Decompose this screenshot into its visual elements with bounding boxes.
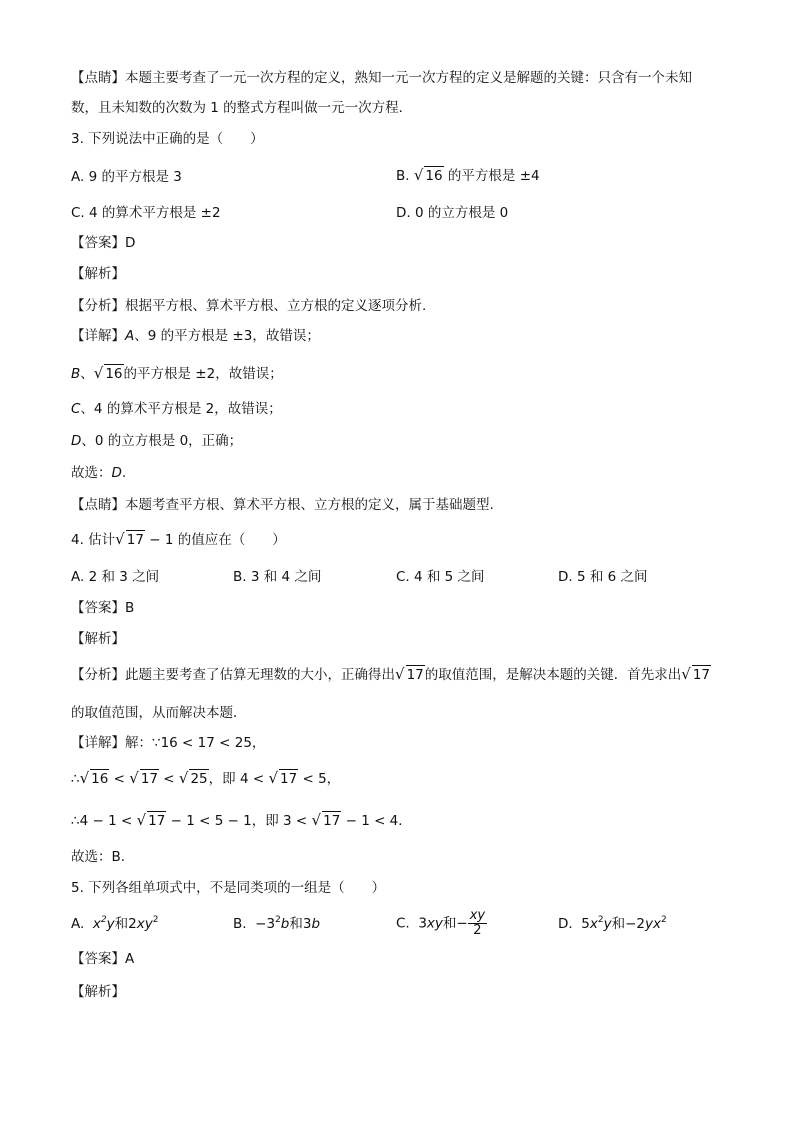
q4-option-a: A. 2 和 3 之间 — [71, 569, 160, 585]
q4-option-c: C. 4 和 5 之间 — [396, 569, 485, 585]
dianjing-3: 【点睛】本题考查平方根、算术平方根、立方根的定义，属于基础题型. — [71, 497, 494, 513]
xiangjie-4: 【详解】解：∵16 < 17 < 25， — [71, 735, 266, 751]
q3-option-d: D. 0 的立方根是 0 — [396, 205, 509, 221]
q3-option-a: A. 9 的平方根是 3 — [71, 169, 182, 185]
xiangjie-3-c: C、4 的算术平方根是 2，故错误； — [71, 401, 282, 417]
fenxi-3: 【分析】根据平方根、算术平方根、立方根的定义逐项分析. — [71, 298, 427, 314]
question-5: 5. 下列各组单项式中，不是同类项的一组是（ ） — [71, 880, 386, 896]
q3-option-b-label: B. — [396, 168, 410, 184]
xiangjie-3-d: D、0 的立方根是 0，正确； — [71, 433, 243, 449]
q5-c-fraction: $\frac{xy}{2}$ — [469, 908, 486, 938]
xiangjie-3-b: B、√ 16的平方根是 ±2，故错误； — [71, 364, 283, 382]
q4-option-d: D. 5 和 6 之间 — [558, 569, 648, 585]
question-4: 4. 估计√ 17 − 1 的值应在（ ） — [71, 530, 286, 548]
answer-5: 【答案】A — [71, 951, 135, 967]
step-4-3: ∴4 − 1 < √ 17 − 1 < 5 − 1，即 3 < √ 17 − 1 < 4． — [71, 811, 412, 829]
analysis-3-heading: 【解析】 — [71, 266, 125, 282]
q5-option-b: B. $-3^2b$和3b — [233, 915, 321, 932]
xiangjie-3-a: 【详解】A、9 的平方根是 ±3，故错误； — [71, 328, 320, 344]
question-3: 3. 下列说法中正确的是（ ） — [71, 131, 264, 147]
q5-option-c: C. 3xy和− $\frac{xy}{2}$ — [396, 908, 486, 938]
answer-4: 【答案】B — [71, 600, 135, 616]
q5-option-a: A. $x^2y$和$2xy^2$ — [71, 915, 159, 932]
q3-option-b: B. √ 16 的平方根是 ±4 — [396, 166, 540, 184]
dianjing-1-line-a: 【点睛】本题主要考查了一元一次方程的定义，熟知一元一次方程的定义是解题的关键：只含有一个未知 — [71, 70, 692, 86]
analysis-5-heading: 【解析】 — [71, 984, 125, 1000]
fenxi-4-line-a: 【分析】此题主要考查了估算无理数的大小，正确得出√ 17的取值范围，是解决本题的关键．首先求出√ 17 — [71, 665, 710, 683]
q3-option-b-text: 的平方根是 ±4 — [447, 168, 540, 184]
choice-4: 故选：B． — [71, 849, 135, 865]
analysis-4-heading: 【解析】 — [71, 631, 125, 647]
fenxi-4-line-b: 的取值范围，从而解决本题． — [71, 705, 247, 721]
dianjing-1-line-b: 数，且未知数的次数为 1 的整式方程叫做一元一次方程． — [71, 100, 413, 116]
q4-option-b: B. 3 和 4 之间 — [233, 569, 322, 585]
q3-option-b-radicand: 16 — [425, 168, 443, 184]
choice-3: 故选：D. — [71, 465, 127, 481]
q5-option-d: D. $5x^2y$和$-2yx^2$ — [558, 915, 667, 932]
step-4-2: ∴√ 16 < √ 17 < √ 25，即 4 < √ 17 < 5， — [71, 769, 341, 787]
q3-option-c: C. 4 的算术平方根是 ±2 — [71, 205, 221, 221]
answer-3: 【答案】D — [71, 235, 136, 251]
